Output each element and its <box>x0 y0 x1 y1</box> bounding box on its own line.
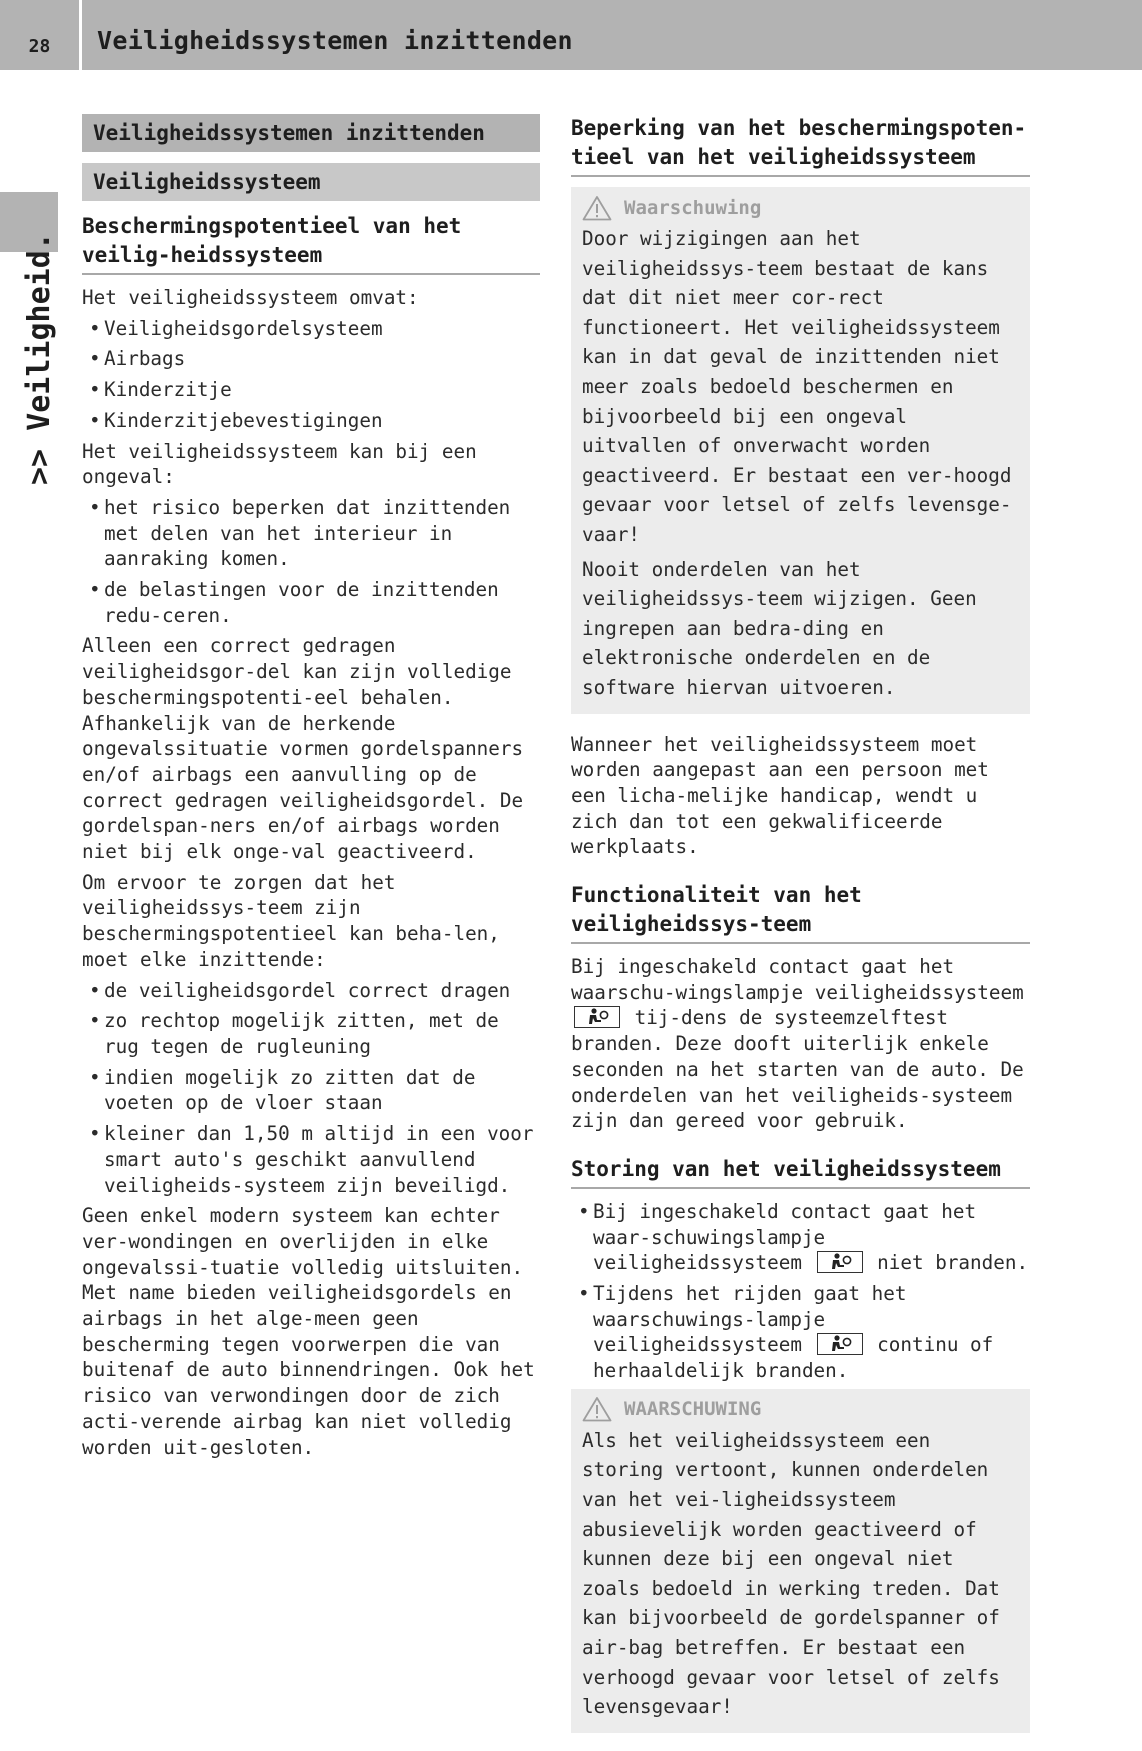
paragraph: Om ervoor te zorgen dat het veiligheidssys-teem zijn beschermingspotentieel kan beha-len, moet elke inzittende: <box>82 870 500 971</box>
accident-intro: Het veiligheidssysteem kan bij een ongeval: <box>82 439 477 489</box>
list-item: • het risico beperken dat inzittenden met delen van het interieur in aanraking komen. <box>82 495 540 572</box>
section-bar-main: Veiligheidssystemen inzittenden <box>82 114 540 152</box>
heading-malfunction: Storing van het veiligheidssysteem <box>571 1155 1030 1189</box>
warning-label: Waarschuwing <box>624 196 762 219</box>
page-number: 28 <box>28 36 51 57</box>
list-item: • de belastingen voor de inzittenden redu-ceren. <box>82 577 540 628</box>
list-item: • Bij ingeschakeld contact gaat het waar-schuwingslampje veiligheidssysteem niet branden. <box>571 1199 1030 1276</box>
warning-box <box>571 1389 1030 1733</box>
page-title: Veiligheidssystemen inzittenden <box>97 26 573 55</box>
paragraph: Geen enkel modern systeem kan echter ver-wondingen en overlijden in elke ongevalssi-tuatie volledig uitsluiten. Met name bieden veiligheidsgordels en airbags in het alge-meen geen bescherming tegen voorwerpen die van buitenaf de auto binnendringen. Ook het risico van verwondingen door de zich acti-verende airbag kan niet volledig worden uit-gesloten. <box>82 1204 535 1459</box>
heading-functionality: Functionaliteit van het veiligheidssys-teem <box>571 881 1030 944</box>
list-item: • kleiner dan 1,50 m altijd in een voor smart auto's geschikt aanvullend veiligheids-systeem zijn beveiligd. <box>82 1121 540 1198</box>
intro-text: Het veiligheidssysteem omvat: <box>82 286 419 309</box>
list-item: • de veiligheidsgordel correct dragen <box>82 978 540 1004</box>
right-column <box>571 114 1030 1751</box>
page-header <box>0 0 1142 70</box>
warning-label: WAARSCHUWING <box>624 1398 762 1421</box>
airbag-warning-lamp-icon <box>817 1333 863 1355</box>
system-components-list <box>82 316 540 434</box>
warning-text: Nooit onderdelen van het veiligheidssys-teem wijzigen. Geen ingrepen aan bedra-ding en elektronische onderdelen en de software hiervan uitvoeren. <box>582 557 977 699</box>
occupant-rules-list <box>82 978 540 1199</box>
airbag-warning-lamp-icon <box>574 1006 620 1028</box>
warning-text: Als het veiligheidssysteem een storing vertoont, kunnen onderdelen van het vei-ligheidssysteem abusievelijk worden geactiveerd of kunnen deze bij een ongeval niet zoals bedoeld in werking treden. Dat kan bijvoorbeeld de gordelspanner of air-bag betreffen. Er bestaat een verhoogd gevaar voor letsel of zelfs levensgevaar! <box>582 1428 1000 1719</box>
warning-triangle-icon <box>582 195 612 221</box>
list-item: • Kinderzitje <box>82 377 540 403</box>
list-item: • Tijdens het rijden gaat het waarschuwings-lampje veiligheidssysteem continu of herhaaldelijk branden. <box>571 1281 1030 1384</box>
airbag-warning-lamp-icon <box>817 1251 863 1273</box>
warning-box <box>571 187 1030 714</box>
warning-triangle-icon <box>582 1396 612 1422</box>
chapter-label: >> Veiligheid. <box>22 232 57 485</box>
paragraph: Bij ingeschakeld contact gaat het waarschu-wingslampje veiligheidssysteem tij-dens de systeemzelftest branden. Deze dooft uiterlijk enkele seconden na het starten van de auto. De onderdelen van het veiligheids-systeem zijn dan gereed voor gebruik. <box>571 955 1024 1133</box>
list-item: • Kinderzitjebevestigingen <box>82 408 540 434</box>
left-column <box>82 114 540 1465</box>
header-divider <box>79 0 82 70</box>
list-item: • Airbags <box>82 346 540 372</box>
heading-limitation: Beperking van het beschermingspoten-tieel van het veiligheidssysteem <box>571 114 1030 177</box>
paragraph: Alleen een correct gedragen veiligheidsgor-del kan zijn volledige beschermingspotenti-eel behalen. Afhankelijk van de herkende ongevalssituatie vormen gordelspanners en/of airbags een aanvulling op de correct gedragen veiligheidsgordel. De gordelspan-ners en/of airbags worden niet bij elk onge-val geactiveerd. <box>82 634 524 864</box>
warning-text: Door wijzigingen aan het veiligheidssys-teem bestaat de kans dat dit niet meer cor-rect functioneert. Het veiligheidssysteem kan in dat geval de inzittenden niet meer zoals bedoeld beschermen en bijvoorbeeld bij een ongeval uitvallen of onverwacht worden geactiveerd. Er bestaat een ver-hoogd gevaar voor letsel of zelfs levensge-vaar! <box>582 227 1012 546</box>
list-item: • zo rechtop mogelijk zitten, met de rug tegen de rugleuning <box>82 1008 540 1059</box>
paragraph: Wanneer het veiligheidssysteem moet worden aangepast aan een persoon met een licha-melijke handicap, wendt u zich dan tot een gekwalificeerde werkplaats. <box>571 732 989 859</box>
malfunction-list <box>571 1199 1030 1384</box>
list-item: • indien mogelijk zo zitten dat de voeten op de vloer staan <box>82 1065 540 1116</box>
section-bar-sub: Veiligheidssysteem <box>82 163 540 201</box>
list-item: • Veiligheidsgordelsysteem <box>82 316 540 342</box>
accident-effects-list <box>82 495 540 629</box>
heading-protection-potential: Beschermingspotentieel van het veilig-heidssysteem <box>82 212 540 275</box>
